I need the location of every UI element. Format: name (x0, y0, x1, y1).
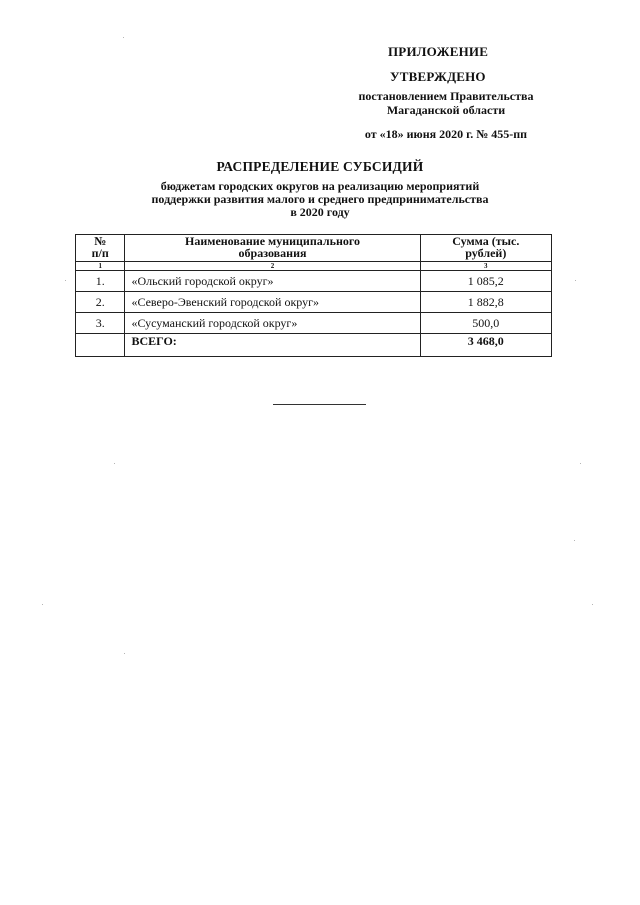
header-amount-line: Сумма (тыс. (452, 234, 520, 248)
header-municipality-line: Наименование муниципального (185, 234, 361, 248)
header-number (76, 235, 125, 262)
municipality-name: «Северо-Эвенский городской округ» (125, 292, 420, 313)
header-municipality-line: образования (238, 246, 307, 260)
subsidy-amount: 500,0 (420, 313, 551, 334)
table-header-row (76, 235, 552, 262)
document-title: РАСПРЕДЕЛЕНИЕ СУБСИДИЙ (216, 159, 424, 174)
municipality-name: «Сусуманский городской округ» (125, 313, 420, 334)
total-amount: 3 468,0 (420, 334, 551, 357)
scan-speck (42, 604, 43, 605)
scan-speck (65, 280, 66, 281)
table-row (76, 271, 552, 292)
column-index-row (76, 262, 552, 271)
header-municipality (125, 235, 420, 262)
scan-speck (580, 463, 581, 464)
total-label: ВСЕГО: (125, 334, 420, 357)
scan-speck (123, 37, 124, 38)
row-number: 2. (76, 292, 125, 313)
header-number-line: п/п (91, 246, 109, 260)
table-row (76, 292, 552, 313)
subsidy-amount: 1 085,2 (420, 271, 551, 292)
end-divider (273, 404, 366, 405)
column-index: 3 (420, 262, 551, 271)
column-index: 1 (76, 262, 125, 271)
table-row (76, 313, 552, 334)
subsidy-table (75, 234, 552, 357)
row-number: 1. (76, 271, 125, 292)
subtitle-line: поддержки развития малого и среднего предпринимательства (151, 192, 489, 206)
subsidy-amount: 1 882,8 (420, 292, 551, 313)
approval-block (330, 89, 562, 141)
approved-heading: УТВЕРЖДЕНО (390, 69, 486, 84)
header-number-line: № (94, 234, 107, 248)
header-amount-line: рублей) (465, 246, 507, 260)
total-row (76, 334, 552, 357)
scan-speck (124, 653, 125, 654)
subtitle-line: в 2020 году (290, 205, 350, 219)
scan-speck (114, 463, 115, 464)
municipality-name: «Ольский городской округ» (125, 271, 420, 292)
total-empty-cell (76, 334, 125, 357)
scan-speck (592, 604, 593, 605)
column-index: 2 (125, 262, 420, 271)
annex-heading: ПРИЛОЖЕНИЕ (388, 44, 489, 59)
scan-speck (575, 280, 576, 281)
row-number: 3. (76, 313, 125, 334)
approval-line: постановлением Правительства (358, 89, 534, 103)
approval-line: Магаданской области (386, 103, 506, 117)
document-subtitle (90, 180, 550, 219)
subtitle-line: бюджетам городских округов на реализацию мероприятий (160, 179, 480, 193)
header-amount (420, 235, 551, 262)
decree-reference: от «18» июня 2020 г. № 455-пп (364, 127, 528, 141)
scan-speck (574, 540, 575, 541)
